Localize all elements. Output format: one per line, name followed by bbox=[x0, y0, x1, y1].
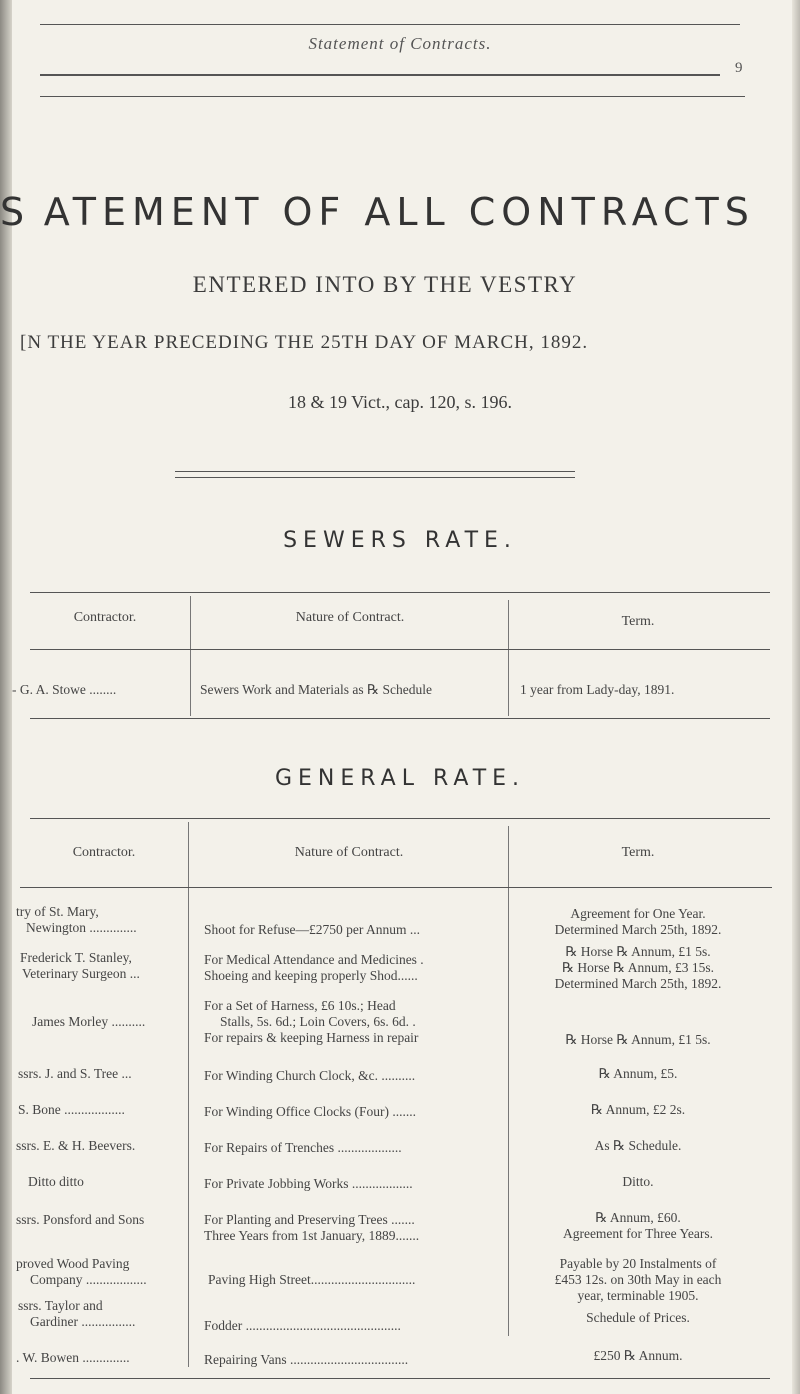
table-cell-nature: For repairs & keeping Harness in repair bbox=[204, 1030, 419, 1045]
column-header-term: Term. bbox=[621, 845, 655, 860]
sewers-table-top-rule bbox=[30, 592, 770, 593]
page-number: 9 bbox=[735, 60, 743, 76]
page-title: S ATEMENT OF ALL CONTRACTS bbox=[0, 190, 755, 234]
general-table-bottom-rule bbox=[30, 1378, 770, 1379]
table-cell-term: ℞ Horse ℞ Annum, £3 15s. bbox=[561, 960, 715, 975]
general-table-top-rule bbox=[30, 818, 770, 819]
table-cell-nature: Sewers Work and Materials as ℞ Schedule bbox=[200, 682, 432, 697]
column-header-contractor: Contractor. bbox=[72, 845, 136, 860]
table-cell-nature: For a Set of Harness, £6 10s.; Head bbox=[204, 998, 396, 1013]
table-cell-nature: For Private Jobbing Works .................. bbox=[204, 1176, 413, 1191]
table-cell-term: Ditto. bbox=[622, 1174, 654, 1189]
general-header-rule bbox=[20, 887, 772, 888]
header-rule-2 bbox=[40, 96, 745, 97]
table-cell-term: ℞ Annum, £60. bbox=[595, 1210, 681, 1225]
table-cell-nature: For Winding Office Clocks (Four) ....... bbox=[204, 1104, 416, 1119]
table-cell-term: Agreement for Three Years. bbox=[562, 1226, 714, 1241]
sewers-col-divider bbox=[508, 600, 509, 716]
table-cell-nature: Shoot for Refuse—£2750 per Annum ... bbox=[204, 922, 420, 937]
sewers-col-divider bbox=[190, 596, 191, 716]
table-cell-contractor: Company .................. bbox=[30, 1272, 147, 1287]
sewers-header-rule bbox=[30, 649, 770, 650]
header-rule bbox=[40, 74, 720, 76]
running-head: Statement of Contracts. bbox=[308, 34, 492, 53]
table-cell-contractor: James Morley .......... bbox=[32, 1014, 146, 1029]
table-cell-contractor: Gardiner ................ bbox=[30, 1314, 136, 1329]
table-cell-term: ℞ Horse ℞ Annum, £1 5s. bbox=[565, 944, 711, 959]
table-cell-contractor: ssrs. Ponsford and Sons bbox=[16, 1212, 145, 1227]
table-cell-nature: For Medical Attendance and Medicines . bbox=[204, 952, 424, 967]
table-cell-contractor: ssrs. E. & H. Beevers. bbox=[16, 1138, 136, 1153]
general-col-divider bbox=[188, 822, 189, 1367]
general-col-divider bbox=[508, 826, 509, 1336]
table-cell-contractor: - G. A. Stowe ........ bbox=[12, 682, 117, 697]
separator-rule bbox=[175, 471, 575, 472]
table-cell-nature: Shoeing and keeping properly Shod...... bbox=[204, 968, 418, 983]
table-cell-term: ℞ Annum, £5. bbox=[598, 1066, 678, 1081]
column-header-contractor: Contractor. bbox=[73, 610, 137, 625]
table-cell-nature: For Repairs of Trenches ................... bbox=[204, 1140, 402, 1155]
table-cell-term: £453 12s. on 30th May in each bbox=[554, 1272, 722, 1287]
table-cell-term: Schedule of Prices. bbox=[586, 1310, 690, 1325]
top-rule bbox=[40, 24, 740, 25]
subtitle-year: [N THE YEAR PRECEDING THE 25TH DAY OF MARCH, 1892. bbox=[20, 332, 589, 353]
table-cell-nature: Fodder .............................................. bbox=[204, 1318, 401, 1333]
subtitle: ENTERED INTO BY THE VESTRY bbox=[192, 272, 578, 297]
table-cell-contractor: . W. Bowen .............. bbox=[16, 1350, 130, 1365]
statute-reference: 18 & 19 Vict., cap. 120, s. 196. bbox=[287, 392, 513, 412]
table-cell-term: Determined March 25th, 1892. bbox=[554, 976, 722, 991]
separator-rule-2 bbox=[175, 477, 575, 478]
sewers-table-bottom-rule bbox=[30, 718, 770, 719]
table-cell-term: ℞ Horse ℞ Annum, £1 5s. bbox=[565, 1032, 711, 1047]
table-cell-term: year, terminable 1905. bbox=[577, 1288, 699, 1303]
table-cell-contractor: Frederick T. Stanley, bbox=[20, 950, 132, 965]
table-cell-nature: For Winding Church Clock, &c. .......... bbox=[204, 1068, 416, 1083]
column-header-nature: Nature of Contract. bbox=[294, 845, 404, 860]
column-header-nature: Nature of Contract. bbox=[295, 610, 405, 625]
table-cell-contractor: S. Bone .................. bbox=[18, 1102, 125, 1117]
table-cell-contractor: ssrs. Taylor and bbox=[18, 1298, 103, 1313]
table-cell-term: ℞ Annum, £2 2s. bbox=[590, 1102, 686, 1117]
table-cell-nature: Paving High Street............................... bbox=[208, 1272, 416, 1287]
table-cell-term: Payable by 20 Instalments of bbox=[559, 1256, 717, 1271]
table-cell-contractor: Veterinary Surgeon ... bbox=[22, 966, 140, 981]
table-cell-nature: For Planting and Preserving Trees ....... bbox=[204, 1212, 415, 1227]
section-heading-sewers: SEWERS RATE. bbox=[283, 528, 517, 553]
table-cell-contractor: Ditto ditto bbox=[28, 1174, 84, 1189]
table-cell-nature: Repairing Vans ................................... bbox=[204, 1352, 409, 1367]
table-cell-contractor: try of St. Mary, bbox=[16, 904, 99, 919]
table-cell-term: As ℞ Schedule. bbox=[594, 1138, 682, 1153]
column-header-term: Term. bbox=[621, 614, 655, 629]
section-heading-general: GENERAL RATE. bbox=[274, 766, 526, 791]
table-cell-term: £250 ℞ Annum. bbox=[593, 1348, 683, 1363]
table-cell-term: Determined March 25th, 1892. bbox=[554, 922, 722, 937]
table-cell-nature: Three Years from 1st January, 1889....... bbox=[204, 1228, 420, 1243]
table-cell-term: 1 year from Lady-day, 1891. bbox=[520, 682, 675, 697]
table-cell-contractor: Newington .............. bbox=[26, 920, 137, 935]
table-cell-contractor: proved Wood Paving bbox=[16, 1256, 130, 1271]
table-cell-term: Agreement for One Year. bbox=[570, 906, 706, 921]
table-cell-nature: Stalls, 5s. 6d.; Loin Covers, 6s. 6d. . bbox=[220, 1014, 416, 1029]
table-cell-contractor: ssrs. J. and S. Tree ... bbox=[18, 1066, 132, 1081]
